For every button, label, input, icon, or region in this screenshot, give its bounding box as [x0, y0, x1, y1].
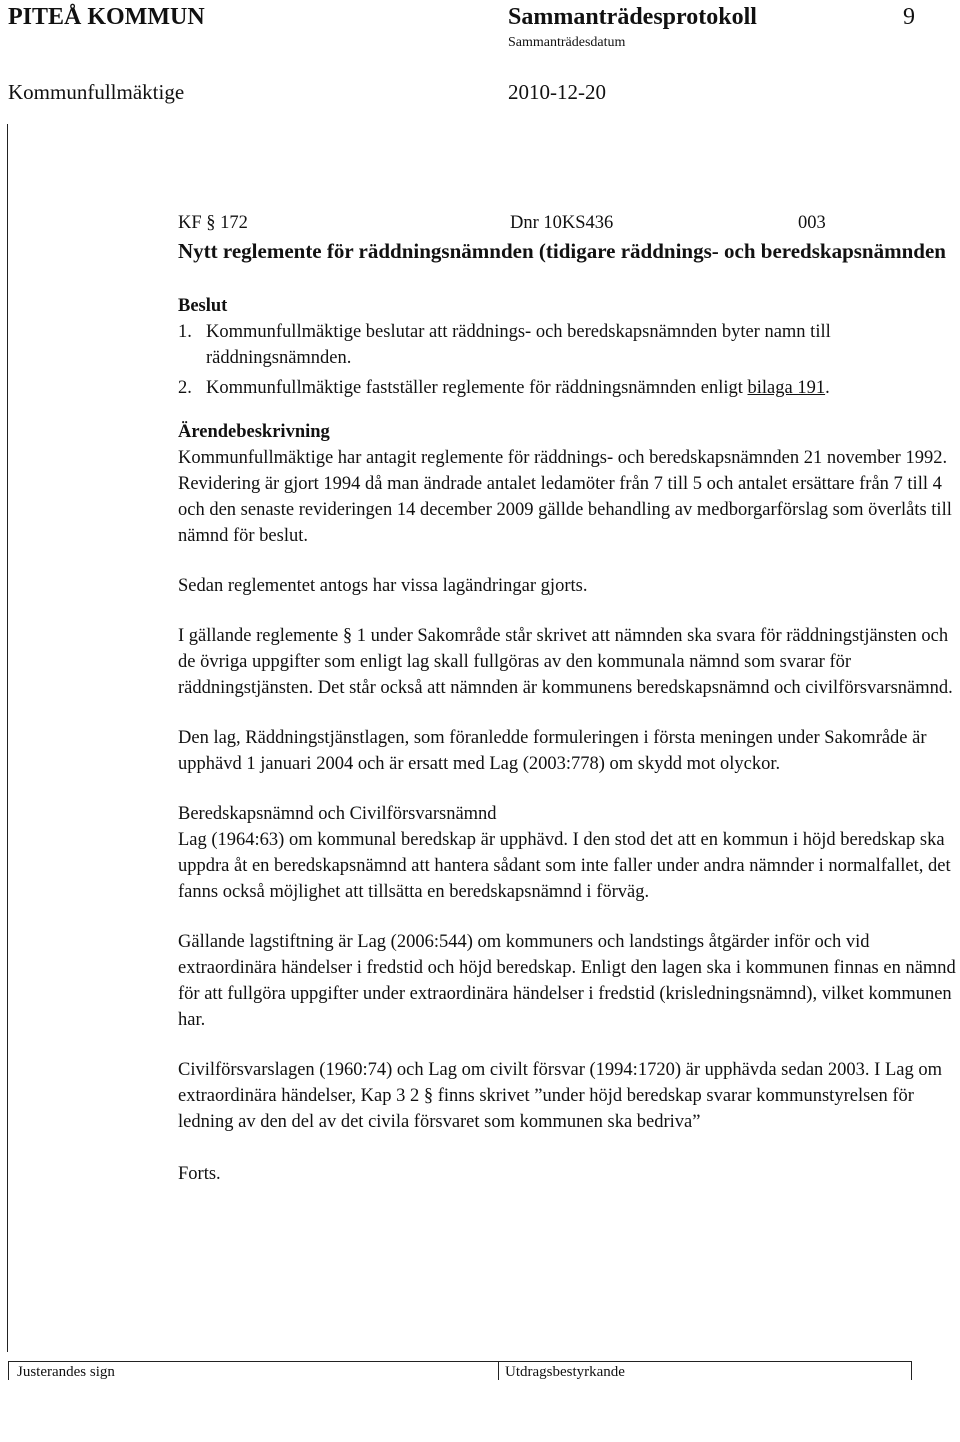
paragraph: Civilförsvarslagen (1960:74) och Lag om civilt försvar (1994:1720) är upphävda sedan 2003. I Lag om extraordinära händelser, Kap 3 2 § finns skrivet ”under höjd beredskap svarar kommunstyrelsen för ledning av den del av det civila försvaret som kommunen ska bedriva” [178, 1060, 942, 1132]
decision-number: 2. [178, 378, 192, 398]
footer-divider [8, 1361, 912, 1362]
document-type: Sammanträdesprotokoll [508, 4, 757, 30]
case-code: 003 [798, 213, 826, 233]
paragraph: Sedan reglementet antogs har vissa lagändringar gjorts. [178, 576, 588, 596]
page-number: 9 [903, 4, 915, 30]
diary-number: Dnr 10KS436 [510, 213, 614, 233]
continued-note: Forts. [178, 1164, 221, 1184]
document-body [178, 210, 958, 1187]
attachment-link[interactable]: bilaga 191 [747, 378, 826, 398]
arende-heading: Ärendebeskrivning [178, 422, 330, 442]
case-reference [178, 210, 958, 236]
beslut-heading: Beslut [178, 296, 228, 316]
decision-number: 1. [178, 322, 192, 342]
paragraph: Den lag, Räddningstjänstlagen, som föranledde formuleringen i första meningen under Sakområde är upphävd 1 januari 2004 och är ersatt med Lag (2003:778) om skydd mot olyckor. [178, 728, 927, 774]
decision-text-end: . [825, 378, 830, 398]
decision-text: Kommunfullmäktige beslutar att räddnings- och beredskapsnämnden byter namn till räddningsnämnden. [206, 322, 831, 368]
paragraph: I gällande reglemente § 1 under Sakområde står skrivet att nämnden ska svara för räddningstjänsten och de övriga uppgifter som enligt lag skall fullgöras av den kommunala nämnd som svarar för räddningstjänsten. Det står också att nämnden är kommunens beredskapsnämnd och civilförsvarsnämnd. [178, 626, 953, 698]
margin-line [7, 124, 8, 1352]
footer-tick [911, 1362, 912, 1380]
decision-text-start: Kommunfullmäktige fastställer reglemente för räddningsnämnden enligt [206, 378, 748, 398]
paragraph: Kommunfullmäktige har antagit reglemente för räddnings- och beredskapsnämnden 21 november 1992. Revidering är gjort 1994 då man ändrade antalet ledamöter från 7 till 5 och antalet ersättare från 7 till 4 och den senaste revideringen 14 december 2009 gällde behandling av medborgarförslag som överlåts till nämnd för beslut. [178, 448, 952, 546]
decision-item [178, 375, 958, 401]
case-title: Nytt reglemente för räddningsnämnden (tidigare räddnings- och beredskapsnämnden [178, 239, 946, 263]
subheading: Beredskapsnämnd och Civilförsvarsnämnd [178, 804, 497, 824]
footer-tick [8, 1362, 9, 1380]
paragraph: Gällande lagstiftning är Lag (2006:544) om kommuners och landstings åtgärder inför och vid extraordinära händelser i fredstid och höjd beredskap. Enligt den lagen ska i kommunen finnas en nämnd för att fullgöra uppgifter under extraordinära händelser i fredstid (krisledningsnämnd), vilket kommunen har. [178, 932, 956, 1030]
org-name: PITEÅ KOMMUN [8, 4, 205, 30]
kf-paragraph: KF § 172 [178, 213, 248, 233]
paragraph: Lag (1964:63) om kommunal beredskap är upphävd. I den stod det att en kommun i höjd beredskap ska uppdra åt en beredskapsnämnd att hantera sådant som inte faller under andra nämnder i normalfallet, det fanns också möjlighet att tillsätta en beredskapsnämnd i förväg. [178, 830, 951, 902]
meeting-body: Kommunfullmäktige [8, 80, 185, 104]
date-label: Sammanträdesdatum [508, 35, 626, 50]
certification-label: Utdragsbestyrkande [505, 1364, 625, 1380]
decision-text [206, 375, 958, 401]
signature-label: Justerandes sign [17, 1364, 115, 1380]
footer-tick [498, 1362, 499, 1380]
meeting-date: 2010-12-20 [508, 80, 606, 104]
decision-item [178, 319, 958, 371]
